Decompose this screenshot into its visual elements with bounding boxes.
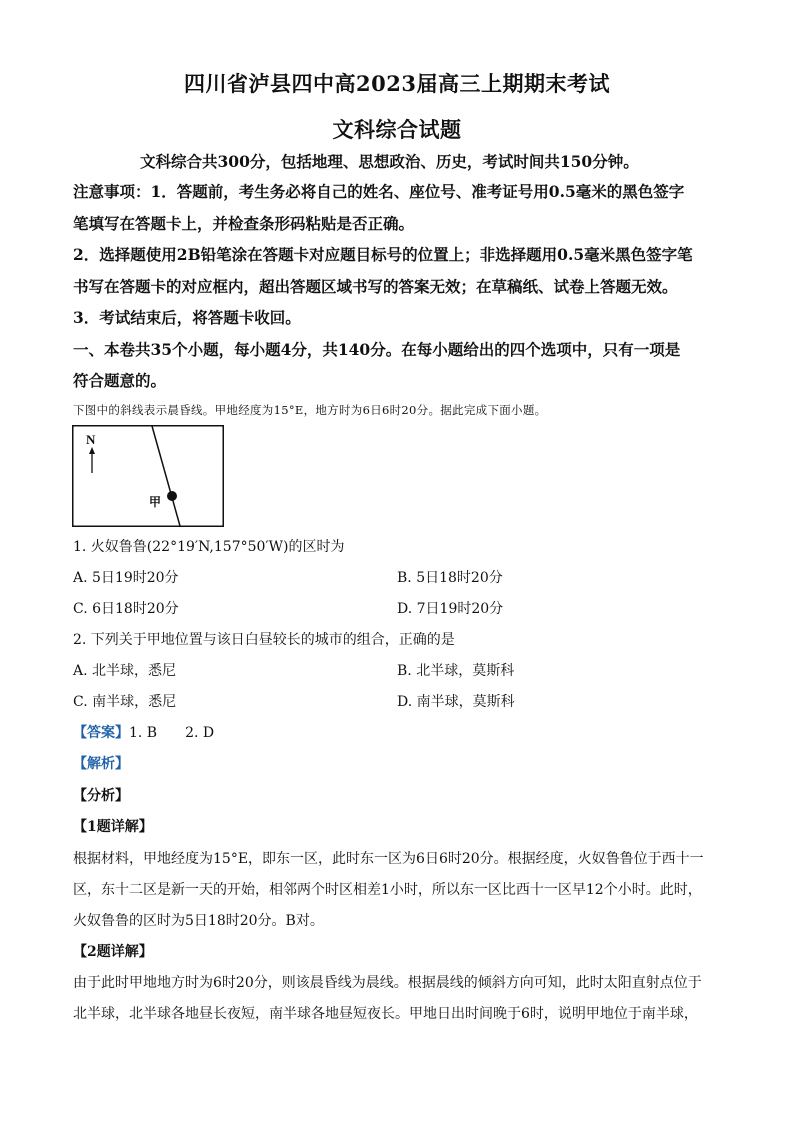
question-2-stem: 2. 下列关于甲地位置与该日白昼较长的城市的组合，正确的是 [73,632,455,648]
note-1-line-a: 注意事项：1．答题前，考生务必将自己的姓名、座位号、准考证号用0.5毫米的黑色签字 [73,182,685,201]
fenxi-label: 【分析】 [73,788,129,804]
note-2-line-b: 书写在答题卡的对应框内，超出答题区域书写的答案无效；在草稿纸、试卷上答题无效。 [73,277,678,296]
detail-1-line-2: 区，东十二区是新一天的开始，相邻两个时区相差1小时，所以东一区比西十一区早12个小时。此时， [73,882,702,898]
question-1-option-d: D. 7日19时20分 [397,601,504,617]
detail-1-line-1: 根据材料，甲地经度为15°E，即东一区，此时东一区为6日6时20分。根据经度，火奴鲁鲁位于西十一 [73,851,704,867]
question-1-option-a: A. 5日19时20分 [73,570,179,586]
answer-line [73,722,723,742]
question-2-option-a: A. 北半球，悉尼 [73,663,177,679]
terminator-diagram [72,425,224,527]
section-header-line-a: 一、本卷共35个小题，每小题4分，共140分。在每小题给出的四个选项中，只有一项是 [73,340,681,359]
point-jia-label: 甲 [149,495,162,509]
answer-text: 1. B 2. D [129,725,215,741]
north-arrow-head [89,447,95,454]
exam-subtitle: 文科综合试题 [332,117,462,142]
terminator-line [152,426,180,526]
intro-line: 文科综合共300分，包括地理、思想政治、历史，考试时间共150分钟。 [140,152,639,171]
detail-1-line-3: 火奴鲁鲁的区时为5日18时20分。B对。 [73,913,324,929]
question-2-option-d: D. 南半球，莫斯科 [397,694,515,710]
detail-2-line-2: 北半球，北半球各地昼长夜短，南半球各地昼短夜长。甲地日出时间晚于6时，说明甲地位于南半球， [73,1006,698,1022]
note-3-line: 3．考试结束后，将答题卡收回。 [73,308,301,327]
detail-2-label: 【2题详解】 [73,944,153,960]
detail-2-line-1: 由于此时甲地地方时为6时20分，则该晨昏线为晨线。根据晨线的倾斜方向可知，此时太阳直射点位于 [73,975,702,991]
question-2-option-b: B. 北半球，莫斯科 [397,663,515,679]
question-1-stem: 1. 火奴鲁鲁(22°19′N,157°50′W)的区时为 [73,539,345,555]
exam-title: 四川省泸县四中高2023届高三上期期末考试 [184,71,610,96]
analysis-label: 【解析】 [73,756,129,772]
question-1-option-b: B. 5日18时20分 [397,570,503,586]
question-2-option-c: C. 南半球，悉尼 [73,694,177,710]
note-2-line-a: 2．选择题使用2B铅笔涂在答题卡对应题目标号的位置上；非选择题用0.5毫米黑色签字笔 [73,245,693,264]
answer-label: 【答案】 [73,725,129,741]
point-jia-marker [167,491,177,501]
material-text: 下图中的斜线表示晨昏线。甲地经度为15°E，地方时为6日6时20分。据此完成下面小题。 [73,403,547,417]
note-1-line-b: 笔填写在答题卡上，并检查条形码粘贴是否正确。 [73,214,415,233]
detail-1-label: 【1题详解】 [73,819,153,835]
north-label: N [86,432,96,447]
question-1-option-c: C. 6日18时20分 [73,601,179,617]
section-header-line-b: 符合题意的。 [73,371,167,390]
